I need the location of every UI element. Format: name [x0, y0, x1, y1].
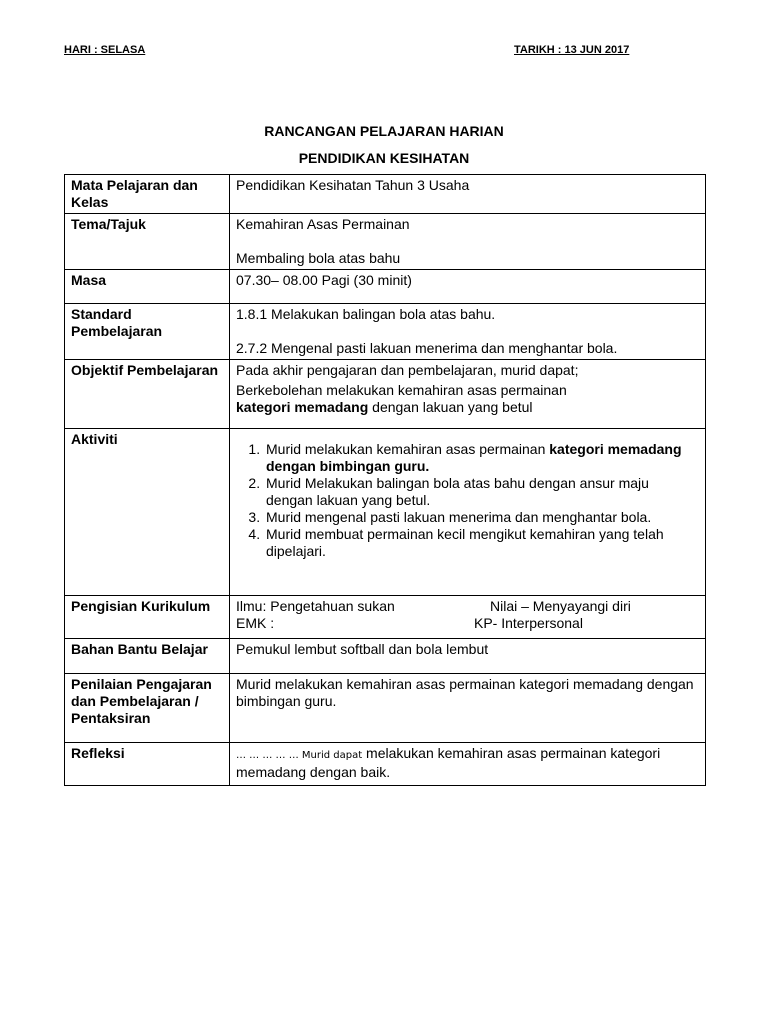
aktiviti-item-text: Murid mengenal pasti lakuan menerima dan menghantar bola. — [266, 509, 652, 525]
nilai-text: Nilai – Menyayangi diri — [490, 598, 631, 614]
label-masa: Masa — [65, 270, 230, 304]
value-tema — [230, 214, 706, 270]
label-penilaian: Penilaian Pengajaran dan Pembelajaran / Pentaksiran — [65, 674, 230, 743]
value-bahan: Pemukul lembut softball dan bola lembut — [230, 639, 706, 674]
aktiviti-item-text: Murid melakukan kemahiran asas permainan — [266, 441, 550, 457]
tema-line-2: Membaling bola atas bahu — [236, 250, 401, 266]
emk-text: EMK : — [236, 615, 275, 631]
aktiviti-list — [236, 441, 699, 560]
label-refleksi: Refleksi — [65, 743, 230, 786]
aktiviti-item-text: Murid membuat permainan kecil mengikut kemahiran yang telah dipelajari. — [266, 526, 664, 559]
document-subtitle: PENDIDIKAN KESIHATAN — [298, 150, 470, 166]
document-title: RANCANGAN PELAJARAN HARIAN — [264, 123, 504, 139]
standard-line-2: 2.7.2 Mengenal pasti lakuan menerima dan menghantar bola. — [236, 340, 618, 356]
value-standard — [230, 304, 706, 360]
label-standard: Standard Pembelajaran — [65, 304, 230, 360]
value-objektif — [230, 360, 706, 429]
value-mata-pelajaran: Pendidikan Kesihatan Tahun 3 Usaha — [230, 175, 706, 214]
tarikh-label: TARIKH : 13 JUN 2017 — [514, 44, 630, 56]
objektif-line-3 — [236, 399, 699, 416]
aktiviti-item — [264, 509, 699, 526]
value-aktiviti — [230, 429, 706, 596]
row-pengisian — [65, 596, 706, 639]
value-pengisian — [230, 596, 706, 639]
hari-label: HARI : SELASA — [64, 44, 146, 56]
refleksi-rest: melakukan kemahiran asas permainan kategori memadang dengan baik. — [236, 745, 661, 780]
value-masa: 07.30– 08.00 Pagi (30 minit) — [230, 270, 706, 304]
value-penilaian: Murid melakukan kemahiran asas permainan kategori memadang dengan bimbingan guru. — [230, 674, 706, 743]
row-masa — [65, 270, 706, 304]
value-refleksi — [230, 743, 706, 786]
label-objektif: Objektif Pembelajaran — [65, 360, 230, 429]
row-objektif — [65, 360, 706, 429]
row-refleksi — [65, 743, 706, 786]
label-tema: Tema/Tajuk — [65, 214, 230, 270]
objektif-line-1: Pada akhir pengajaran dan pembelajaran, murid dapat; — [236, 362, 579, 378]
row-tema — [65, 214, 706, 270]
row-aktiviti — [65, 429, 706, 596]
objektif-bold-text: kategori memadang — [236, 399, 369, 415]
row-bahan — [65, 639, 706, 674]
standard-line-1: 1.8.1 Melakukan balingan bola atas bahu. — [236, 306, 496, 322]
label-mata-pelajaran: Mata Pelajaran dan Kelas — [65, 175, 230, 214]
label-bahan: Bahan Bantu Belajar — [65, 639, 230, 674]
objektif-line-2: Berkebolehan melakukan kemahiran asas permainan — [236, 382, 567, 398]
refleksi-dots: … … … … … Murid dapat — [236, 750, 363, 761]
label-aktiviti: Aktiviti — [65, 429, 230, 596]
tema-line-1: Kemahiran Asas Permainan — [236, 216, 410, 232]
aktiviti-item-bold: kategori memadang dengan bimbingan guru. — [266, 441, 682, 474]
ilmu-text: Ilmu: Pengetahuan sukan — [236, 598, 395, 614]
aktiviti-item — [264, 441, 699, 475]
objektif-rest-text: dengan lakuan yang betul — [368, 399, 533, 415]
row-mata-pelajaran — [65, 175, 706, 214]
row-penilaian — [65, 674, 706, 743]
kp-text: KP- Interpersonal — [474, 615, 583, 631]
row-standard — [65, 304, 706, 360]
label-pengisian: Pengisian Kurikulum — [65, 596, 230, 639]
lesson-plan-table — [64, 174, 706, 786]
aktiviti-item — [264, 475, 699, 509]
aktiviti-item-text: Murid Melakukan balingan bola atas bahu dengan ansur maju dengan lakuan yang betul. — [266, 475, 649, 508]
aktiviti-item — [264, 526, 699, 560]
